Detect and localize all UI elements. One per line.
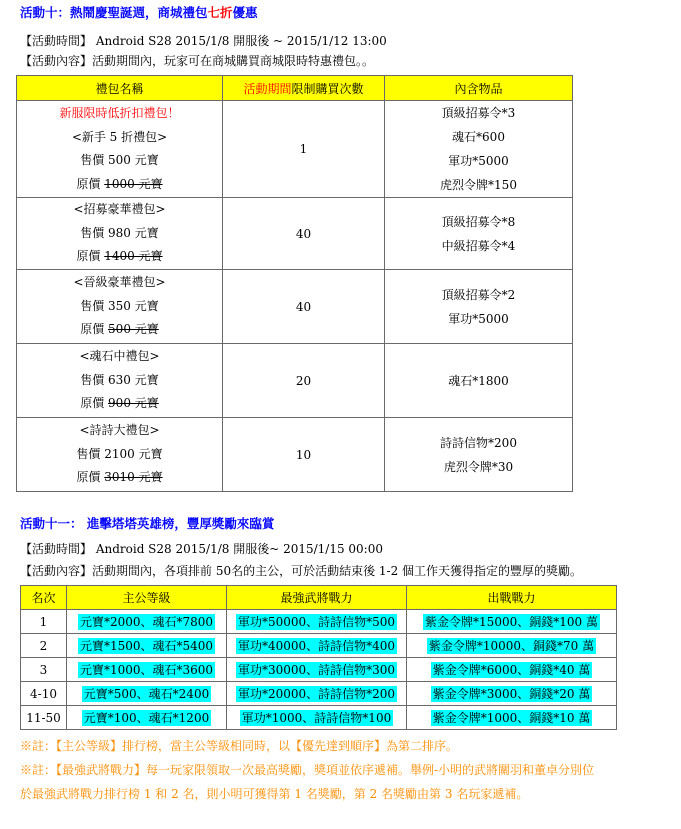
package-price: 售價 350 元寶 <box>80 298 159 313</box>
package-item: 軍功*5000 <box>448 311 509 326</box>
package-row <box>17 270 573 344</box>
event10-time: 【活動時間】 Android S28 2015/1/8 開服後 ~ 2015/1/12 13:00 <box>20 34 387 48</box>
orig-label: 原價 <box>76 176 105 191</box>
package-price: 售價 980 元寶 <box>80 225 159 240</box>
package-items <box>385 344 573 418</box>
package-name: <晉級豪華禮包> <box>73 275 166 290</box>
note-strongest-general-cont: 於最強武將戰力排行榜 1 和 2 名，則小明可獲得第 1 名獎勵，第 2 名獎勵由第 3 名玩家遞補。 <box>20 787 529 801</box>
header-battle-power: 出戰戰力 <box>407 586 617 610</box>
reward-text: 元寶*100、魂石*1200 <box>83 711 210 725</box>
orig-label: 原價 <box>76 249 105 264</box>
package-row <box>17 418 573 492</box>
package-cell <box>17 198 223 270</box>
ranking-row <box>21 658 617 682</box>
package-item: 魂石*600 <box>452 130 505 144</box>
battle-power-reward <box>407 610 617 634</box>
header-limit-highlight: 活動期間 <box>243 81 292 96</box>
reward-text: 紫金令牌*15000、銅錢*100 萬 <box>425 615 598 629</box>
package-item: 頂級招募令*3 <box>441 106 516 120</box>
package-row <box>17 198 573 270</box>
event10-title <box>20 5 258 21</box>
header-limit-text: 限制購買次數 <box>291 81 364 96</box>
package-table <box>16 75 573 492</box>
reward-text: 軍功*40000、詩詩信物*400 <box>237 639 396 653</box>
lord-level-reward <box>67 658 227 682</box>
package-original-price <box>17 392 222 416</box>
ranking-row <box>21 610 617 634</box>
package-table-header <box>17 76 573 101</box>
note-lord-level: ※註：【主公等級】排行榜，當主公等級相同時，以【優先達到順序】為第二排序。 <box>20 739 459 753</box>
package-item: 軍功*5000 <box>448 154 509 168</box>
event11-title: 活動十一： 進擊塔塔英雄榜，豐厚獎勵來臨賞 <box>20 516 275 531</box>
reward-text: 軍功*30000、詩詩信物*300 <box>237 663 396 677</box>
ranking-table-header <box>21 586 617 610</box>
lord-level-reward <box>67 610 227 634</box>
rank-cell: 4-10 <box>21 682 67 706</box>
reward-text: 軍功*1000、詩詩信物*100 <box>241 711 392 725</box>
package-item: 虎烈令牌*150 <box>440 178 517 192</box>
package-price: 售價 630 元寶 <box>80 372 159 387</box>
package-limit: 1 <box>223 101 385 198</box>
package-name: <詩詩大禮包> <box>79 423 160 438</box>
package-original-price <box>17 245 222 269</box>
orig-value: 500 元寶 <box>108 322 159 337</box>
header-rank: 名次 <box>21 586 67 610</box>
package-cell <box>17 344 223 418</box>
package-items <box>385 101 573 198</box>
package-limit: 40 <box>223 198 385 270</box>
package-price: 售價 500 元寶 <box>80 153 159 167</box>
strongest-general-reward <box>227 634 407 658</box>
event10-title-part: 活動十：熱鬧慶聖誕週，商城禮包 <box>20 5 208 20</box>
ranking-row <box>21 706 617 730</box>
reward-text: 紫金令牌*3000、銅錢*20 萬 <box>432 687 591 701</box>
event10-title-highlight: 七折 <box>207 5 233 20</box>
orig-value: 3010 元寶 <box>104 470 163 485</box>
strongest-general-reward <box>227 610 407 634</box>
header-contents: 內含物品 <box>385 76 573 101</box>
orig-label: 原價 <box>80 396 109 411</box>
package-row <box>17 101 573 198</box>
orig-value: 1000 元寶 <box>104 176 163 191</box>
event11-time: 【活動時間】 Android S28 2015/1/8 開服後~ 2015/1/15 00:00 <box>20 542 383 556</box>
orig-label: 原價 <box>80 322 109 337</box>
reward-text: 紫金令牌*1000、銅錢*10 萬 <box>432 711 591 725</box>
lord-level-reward <box>67 682 227 706</box>
package-cell <box>17 270 223 344</box>
package-item: 中級招募令*4 <box>441 238 516 253</box>
package-cell <box>17 101 223 198</box>
package-price: 售價 2100 元寶 <box>76 446 163 461</box>
package-banner: 新服限時低折扣禮包！ <box>59 106 180 120</box>
package-limit: 10 <box>223 418 385 492</box>
package-original-price <box>17 318 222 342</box>
lord-level-reward <box>67 634 227 658</box>
package-row <box>17 344 573 418</box>
package-item: 虎烈令牌*30 <box>443 459 514 474</box>
package-original-price <box>17 173 222 197</box>
strongest-general-reward <box>227 682 407 706</box>
event11-content: 【活動內容】活動期間內，各項排前 50名的主公，可於活動結束後 1-2 個工作天獲得指定的豐厚的獎勵。 <box>20 564 583 578</box>
package-items <box>385 270 573 344</box>
battle-power-reward <box>407 706 617 730</box>
header-strongest-general: 最強武將戰力 <box>227 586 407 610</box>
package-item: 頂級招募令*2 <box>441 287 516 302</box>
package-cell <box>17 418 223 492</box>
header-lord-level: 主公等級 <box>67 586 227 610</box>
package-limit: 40 <box>223 270 385 344</box>
reward-text: 紫金令牌*10000、銅錢*70 萬 <box>428 639 595 653</box>
reward-text: 軍功*50000、詩詩信物*500 <box>237 615 396 629</box>
package-item: 詩詩信物*200 <box>440 435 517 450</box>
battle-power-reward <box>407 658 617 682</box>
package-items <box>385 198 573 270</box>
package-name: <魂石中禮包> <box>79 349 160 364</box>
header-package-name: 禮包名稱 <box>17 76 223 101</box>
battle-power-reward <box>407 682 617 706</box>
package-name: <新手 5 折禮包> <box>71 129 168 144</box>
rank-cell: 3 <box>21 658 67 682</box>
rank-cell: 11-50 <box>21 706 67 730</box>
strongest-general-reward <box>227 706 407 730</box>
orig-label: 原價 <box>76 470 105 485</box>
header-purchase-limit <box>223 76 385 101</box>
reward-text: 元寶*1000、魂石*3600 <box>79 663 214 677</box>
package-item: 魂石*1800 <box>448 373 509 388</box>
reward-text: 元寶*2000、魂石*7800 <box>79 615 214 629</box>
ranking-table <box>20 585 617 730</box>
reward-text: 元寶*1500、魂石*5400 <box>79 639 214 653</box>
reward-text: 軍功*20000、詩詩信物*200 <box>237 687 396 701</box>
reward-text: 元寶*500、魂石*2400 <box>83 687 210 701</box>
lord-level-reward <box>67 706 227 730</box>
package-name: <招募豪華禮包> <box>73 202 166 217</box>
package-items <box>385 418 573 492</box>
orig-value: 1400 元寶 <box>104 249 163 264</box>
package-original-price <box>17 466 222 490</box>
reward-text: 紫金令牌*6000、銅錢*40 萬 <box>432 663 591 677</box>
rank-cell: 2 <box>21 634 67 658</box>
rank-cell: 1 <box>21 610 67 634</box>
package-limit: 20 <box>223 344 385 418</box>
note-strongest-general: ※註：【最強武將戰力】每一玩家限領取一次最高獎勵，獎項並依序遞補。舉例-小明的武將關羽和董卓分別位 <box>20 763 595 777</box>
event10-title-part: 優惠 <box>232 5 258 20</box>
battle-power-reward <box>407 634 617 658</box>
ranking-row <box>21 682 617 706</box>
orig-value: 900 元寶 <box>108 396 159 411</box>
event10-content: 【活動內容】活動期間內，玩家可在商城購買商城限時特惠禮包。。 <box>20 54 375 68</box>
ranking-row <box>21 634 617 658</box>
strongest-general-reward <box>227 658 407 682</box>
package-item: 頂級招募令*8 <box>441 214 516 229</box>
